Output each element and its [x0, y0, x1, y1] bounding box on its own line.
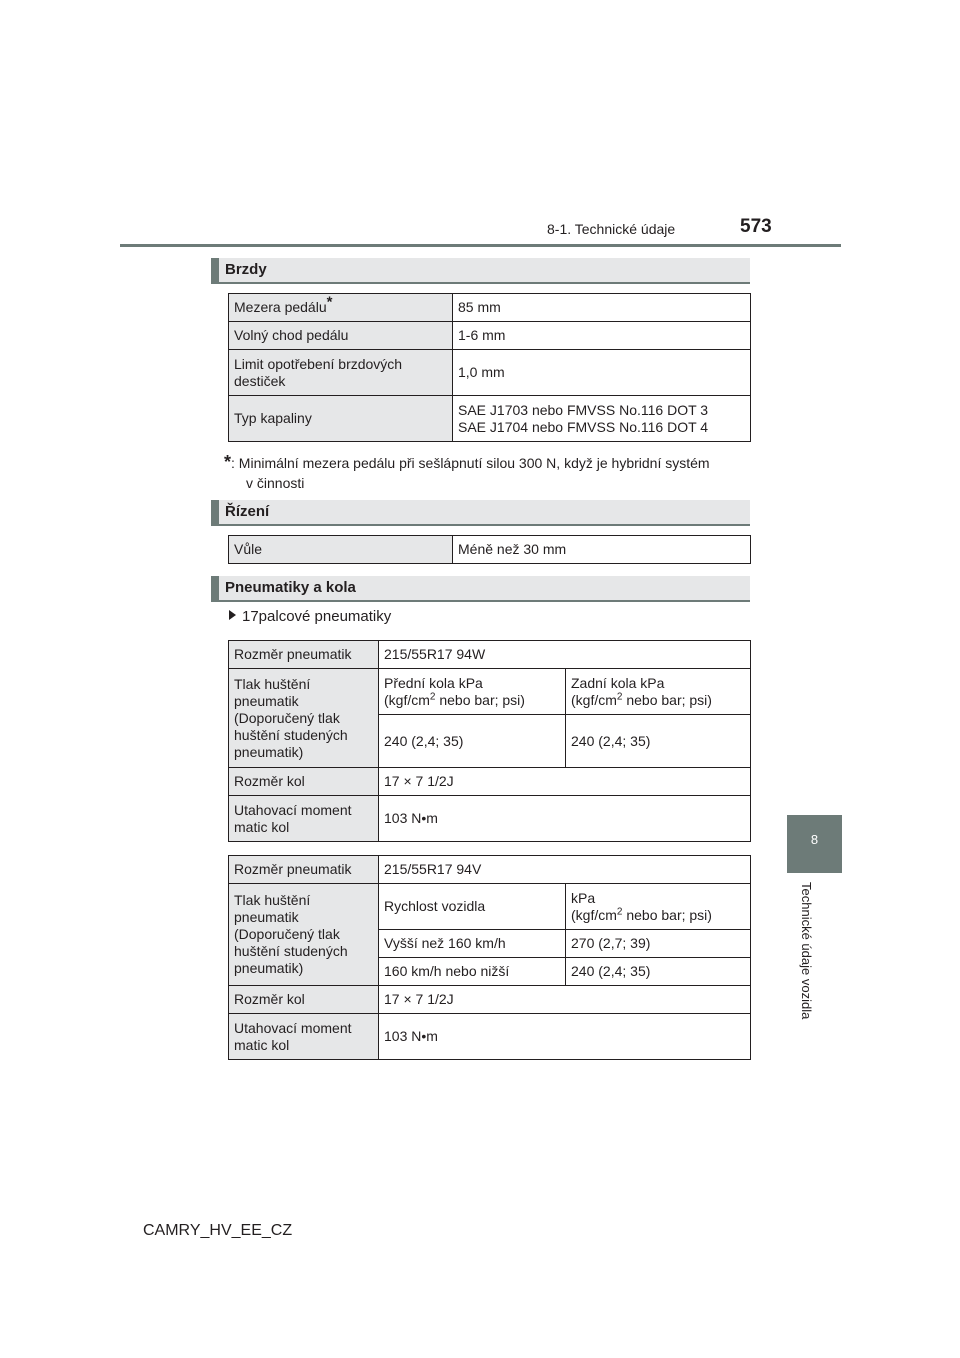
footnote-mark: * [326, 293, 333, 311]
table-cell-value: 160 km/h nebo nižší [379, 958, 566, 986]
table-cell-value: 103 N•m [379, 1014, 751, 1060]
table-row [229, 768, 751, 796]
table-cell-value: Méně než 30 mm [453, 536, 751, 564]
table-cell-head [379, 669, 566, 715]
table-row [229, 294, 751, 322]
subheading-text: 17palcové pneumatiky [242, 608, 392, 625]
footnote-line: : Minimální mezera pedálu při sešlápnutí silou 300 N, když je hybridní systém [231, 455, 710, 471]
table-row [229, 350, 751, 396]
brakes-table [228, 293, 751, 442]
tire-table-94v [228, 855, 751, 1060]
label-line: (Doporučený tlak [234, 709, 340, 726]
head-line: ($kgf/cm^2$ nebo bar; psi) [384, 690, 525, 708]
label-line: pneumatik) [234, 960, 304, 976]
table-cell-value: Vyšší než 160 km/h [379, 930, 566, 958]
table-cell-label [229, 294, 453, 322]
table-cell-label: Rozměr pneumatik [229, 641, 379, 669]
head-line: Přední kola kPa [384, 674, 483, 691]
table-cell-value: 1,0 mm [453, 350, 751, 396]
table-row [229, 322, 751, 350]
label-line: matic kol [234, 818, 290, 835]
section-header-tires [211, 576, 750, 602]
table-cell-value: 17 × 7 1/2J [379, 768, 751, 796]
table-cell-label: Vůle [229, 536, 453, 564]
section-header-tires-text: Pneumatiky a kola [225, 579, 356, 596]
table-cell-value: 270 (2,7; 39) [566, 930, 751, 958]
table-cell-value: 1-6 mm [453, 322, 751, 350]
label-line: Utahovací moment [234, 801, 352, 818]
page-number: 573 [740, 216, 772, 237]
table-cell-value: 240 (2,4; 35) [566, 715, 751, 768]
triangle-bullet-icon [229, 610, 236, 620]
head-line: Zadní kola kPa [571, 674, 665, 691]
table-cell-label [229, 796, 379, 842]
table-cell-label: Rozměr kol [229, 986, 379, 1014]
footnote-line: v činnosti [246, 475, 305, 491]
footnote [224, 452, 754, 493]
label-line: Tlak huštění [234, 892, 311, 908]
section-title: 8-1. Technické údaje [547, 221, 676, 237]
label-line: huštění studených [234, 943, 348, 959]
table-row [229, 669, 751, 715]
section-header-brakes-text: Brzdy [225, 261, 267, 278]
table-cell-value: 85 mm [453, 294, 751, 322]
label-line: pneumatik [234, 909, 299, 925]
label-line: pneumatik) [234, 743, 304, 760]
tire-table-94w [228, 640, 751, 842]
label-line: pneumatik [234, 692, 299, 709]
table-cell-head [566, 669, 751, 715]
table-cell-label: Volný chod pedálu [229, 322, 453, 350]
chapter-tab-label: Technické údaje vozidla [799, 882, 814, 1020]
value-line: SAE J1704 nebo FMVSS No.116 DOT 4 [458, 418, 709, 435]
table-cell-label: Rozměr pneumatik [229, 856, 379, 884]
value-line: SAE J1703 nebo FMVSS No.116 DOT 3 [458, 401, 709, 418]
head-line: ($kgf/cm^2$ nebo bar; psi) [571, 690, 712, 708]
table-cell-value: 215/55R17 94W [379, 641, 751, 669]
footnote-mark: * [224, 452, 232, 472]
table-cell-label: Rozměr kol [229, 768, 379, 796]
table-cell-value: 103 N•m [379, 796, 751, 842]
table-row [229, 641, 751, 669]
chapter-tab-number: 8 [810, 832, 819, 847]
table-row [229, 536, 751, 564]
table-cell-label [229, 350, 453, 396]
pedal-gap-label: Mezera pedálu [234, 299, 327, 315]
header-rule [120, 244, 841, 247]
table-cell-label [229, 669, 379, 768]
table-row [229, 884, 751, 930]
label-line: Limit opotřebení brzdových [234, 355, 403, 372]
section-header-steering-text: Řízení [225, 503, 270, 520]
head-line: ($kgf/cm^2$ nebo bar; psi) [571, 905, 712, 923]
section-header-steering [211, 500, 750, 526]
label-line: Utahovací moment [234, 1019, 352, 1036]
label-line: huštění studených [234, 726, 348, 743]
table-cell-value: 240 (2,4; 35) [379, 715, 566, 768]
table-cell-value: 17 × 7 1/2J [379, 986, 751, 1014]
document-code: CAMRY_HV_EE_CZ [143, 1222, 293, 1239]
table-cell-head [566, 884, 751, 930]
head-line: kPa [571, 889, 596, 906]
table-cell-value: 215/55R17 94V [379, 856, 751, 884]
table-row [229, 396, 751, 442]
table-cell-label [229, 884, 379, 986]
table-cell-value [453, 396, 751, 442]
table-row [229, 796, 751, 842]
table-row [229, 1014, 751, 1060]
label-line: matic kol [234, 1036, 290, 1053]
table-cell-label: Typ kapaliny [229, 396, 453, 442]
table-cell-value: 240 (2,4; 35) [566, 958, 751, 986]
table-row [229, 986, 751, 1014]
steering-table [228, 535, 751, 564]
table-row [229, 856, 751, 884]
label-line: Tlak huštění [234, 675, 311, 692]
table-cell-head: Rychlost vozidla [379, 884, 566, 930]
section-header-brakes [211, 258, 750, 284]
label-line: destiček [234, 372, 286, 389]
subheading [229, 608, 391, 625]
label-line: (Doporučený tlak [234, 926, 340, 942]
table-cell-label [229, 1014, 379, 1060]
